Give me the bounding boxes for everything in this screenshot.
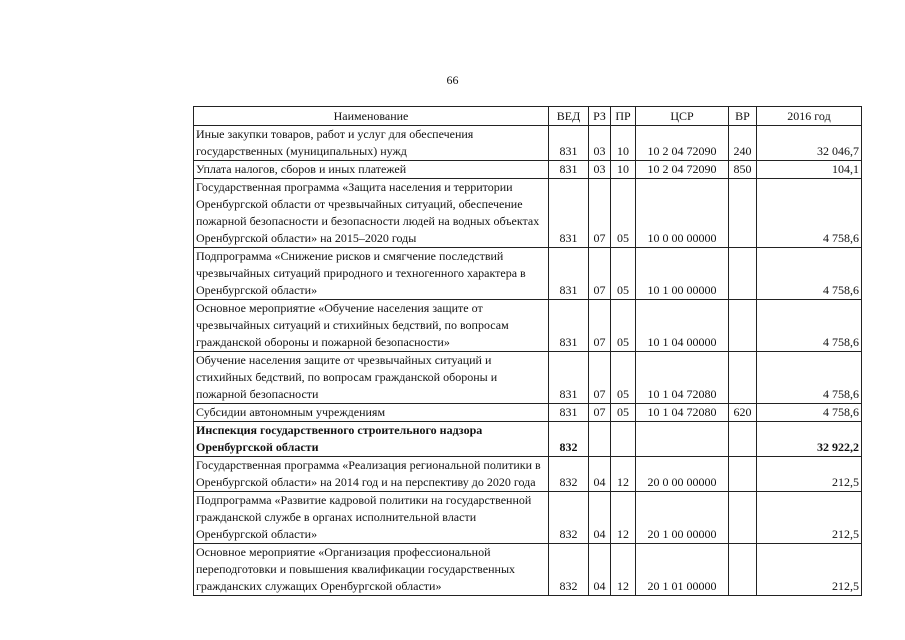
cell-vr: 850 [729, 161, 757, 179]
cell-pr: 05 [611, 352, 636, 404]
table-body [194, 126, 862, 596]
cell-rz: 07 [589, 248, 611, 300]
cell-name: Подпрограмма «Развитие кадровой политики на государственной гражданской службе в органах исполнительной власти Оренбургской области» [194, 492, 549, 544]
table-row [194, 300, 862, 352]
cell-ved: 831 [549, 248, 589, 300]
cell-amount: 104,1 [757, 161, 862, 179]
cell-rz: 03 [589, 161, 611, 179]
cell-amount: 212,5 [757, 457, 862, 492]
cell-csr [636, 422, 729, 457]
cell-rz: 03 [589, 126, 611, 161]
header-rz: РЗ [589, 107, 611, 126]
cell-rz: 04 [589, 544, 611, 596]
cell-vr [729, 179, 757, 248]
cell-pr: 05 [611, 300, 636, 352]
cell-vr: 240 [729, 126, 757, 161]
cell-amount: 32 922,2 [757, 422, 862, 457]
header-pr: ПР [611, 107, 636, 126]
budget-table [193, 106, 862, 596]
cell-pr [611, 422, 636, 457]
table-row [194, 352, 862, 404]
cell-vr [729, 544, 757, 596]
cell-csr: 10 0 00 00000 [636, 179, 729, 248]
page-number: 66 [446, 73, 459, 87]
cell-csr: 10 1 04 72080 [636, 352, 729, 404]
cell-ved: 831 [549, 126, 589, 161]
cell-csr: 20 1 00 00000 [636, 492, 729, 544]
cell-vr [729, 422, 757, 457]
cell-name: Государственная программа «Защита населения и территории Оренбургской области от чрезвычайных ситуаций, обеспечение пожарной безопасности и безопасности людей на водных объектах Оренбургской области» на 2015–2020 годы [194, 179, 549, 248]
cell-csr: 10 1 04 72080 [636, 404, 729, 422]
cell-amount: 4 758,6 [757, 300, 862, 352]
table-row [194, 544, 862, 596]
cell-pr: 12 [611, 457, 636, 492]
cell-pr: 05 [611, 248, 636, 300]
cell-csr: 10 1 00 00000 [636, 248, 729, 300]
cell-csr: 20 0 00 00000 [636, 457, 729, 492]
cell-rz: 07 [589, 300, 611, 352]
cell-pr: 10 [611, 161, 636, 179]
cell-pr: 12 [611, 492, 636, 544]
cell-name: Уплата налогов, сборов и иных платежей [194, 161, 549, 179]
cell-pr: 12 [611, 544, 636, 596]
cell-name: Субсидии автономным учреждениям [194, 404, 549, 422]
cell-pr: 10 [611, 126, 636, 161]
cell-name: Основное мероприятие «Организация профессиональной переподготовки и повышения квалификации государственных гражданских служащих Оренбургской области» [194, 544, 549, 596]
cell-vr: 620 [729, 404, 757, 422]
cell-name: Инспекция государственного строительного надзора Оренбургской области [194, 422, 549, 457]
cell-vr [729, 457, 757, 492]
cell-ved: 832 [549, 457, 589, 492]
cell-amount: 4 758,6 [757, 248, 862, 300]
cell-csr: 10 2 04 72090 [636, 161, 729, 179]
table-row [194, 492, 862, 544]
cell-rz: 07 [589, 352, 611, 404]
cell-ved: 831 [549, 300, 589, 352]
cell-csr: 20 1 01 00000 [636, 544, 729, 596]
cell-ved: 832 [549, 492, 589, 544]
header-name: Наименование [194, 107, 549, 126]
cell-amount: 4 758,6 [757, 352, 862, 404]
cell-amount: 212,5 [757, 544, 862, 596]
cell-ved: 832 [549, 544, 589, 596]
table-row [194, 457, 862, 492]
header-year: 2016 год [757, 107, 862, 126]
cell-ved: 831 [549, 161, 589, 179]
table-header-row [194, 107, 862, 126]
header-vr: ВР [729, 107, 757, 126]
cell-amount: 32 046,7 [757, 126, 862, 161]
cell-name: Обучение населения защите от чрезвычайных ситуаций и стихийных бедствий, по вопросам гражданской обороны и пожарной безопасности [194, 352, 549, 404]
table-row [194, 422, 862, 457]
cell-amount: 4 758,6 [757, 404, 862, 422]
cell-vr [729, 492, 757, 544]
cell-rz [589, 422, 611, 457]
header-ved: ВЕД [549, 107, 589, 126]
cell-vr [729, 352, 757, 404]
cell-csr: 10 1 04 00000 [636, 300, 729, 352]
cell-ved: 831 [549, 179, 589, 248]
cell-name: Основное мероприятие «Обучение населения защите от чрезвычайных ситуаций и стихийных бедствий, по вопросам гражданской обороны и пожарной безопасности» [194, 300, 549, 352]
header-csr: ЦСР [636, 107, 729, 126]
cell-amount: 212,5 [757, 492, 862, 544]
cell-vr [729, 248, 757, 300]
cell-name: Государственная программа «Реализация региональной политики в Оренбургской области» на 2014 год и на перспективу до 2020 года [194, 457, 549, 492]
cell-amount: 4 758,6 [757, 179, 862, 248]
table-row [194, 248, 862, 300]
cell-ved: 831 [549, 404, 589, 422]
cell-csr: 10 2 04 72090 [636, 126, 729, 161]
table-row [194, 126, 862, 161]
cell-vr [729, 300, 757, 352]
cell-rz: 07 [589, 404, 611, 422]
table-row [194, 161, 862, 179]
cell-name: Иные закупки товаров, работ и услуг для обеспечения государственных (муниципальных) нужд [194, 126, 549, 161]
cell-rz: 04 [589, 457, 611, 492]
table-row [194, 179, 862, 248]
cell-pr: 05 [611, 404, 636, 422]
table-row [194, 404, 862, 422]
cell-rz: 07 [589, 179, 611, 248]
cell-rz: 04 [589, 492, 611, 544]
cell-ved: 831 [549, 352, 589, 404]
cell-ved: 832 [549, 422, 589, 457]
cell-pr: 05 [611, 179, 636, 248]
cell-name: Подпрограмма «Снижение рисков и смягчение последствий чрезвычайных ситуаций природного и техногенного характера в Оренбургской области» [194, 248, 549, 300]
